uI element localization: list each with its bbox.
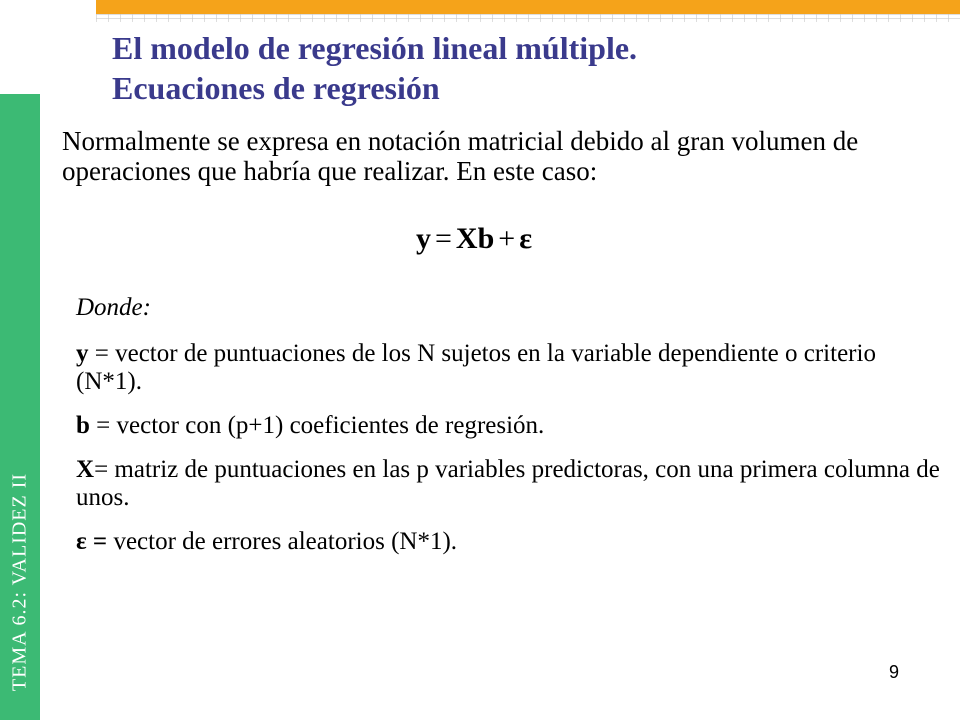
- slide-title: [112, 28, 637, 108]
- slide-title-line2: Ecuaciones de regresión: [112, 70, 440, 106]
- definition-epsilon-text: vector de errores aleatorios (N*1).: [107, 528, 458, 555]
- definition-y-symbol: y: [76, 340, 89, 367]
- equation-equals: =: [435, 222, 452, 255]
- equation-plus: +: [498, 222, 516, 255]
- donde-label: Donde:: [76, 294, 151, 321]
- side-section-label: TEMA 6.2: VALIDEZ II: [8, 472, 31, 692]
- intro-paragraph: Normalmente se expresa en notación matricial debido al gran volumen de operaciones que habría que realizar. En este caso:: [62, 126, 859, 186]
- slide-title-line1: El modelo de regresión lineal múltiple.: [112, 30, 638, 66]
- definition-x: [76, 456, 946, 512]
- definition-epsilon: [76, 528, 946, 556]
- definition-y-text: = vector de puntuaciones de los N sujetos en la variable dependiente o criterio (N*1).: [76, 340, 876, 395]
- top-accent-bar: [96, 0, 960, 14]
- definitions-block: [76, 294, 946, 572]
- definition-epsilon-symbol: ε =: [76, 528, 108, 555]
- page-number: 9: [889, 662, 900, 682]
- definition-b: [76, 412, 946, 440]
- top-grid-decoration: [96, 14, 960, 22]
- definition-y: [76, 340, 946, 396]
- regression-equation: [416, 222, 532, 256]
- definition-x-text: = matriz de puntuaciones en las p variables predictoras, con una primera columna de unos.: [76, 456, 940, 511]
- definition-b-symbol: b: [76, 412, 90, 439]
- equation-term1: Xb: [455, 222, 495, 255]
- definition-b-text: = vector con (p+1) coeficientes de regresión.: [89, 412, 545, 439]
- definition-x-symbol: X: [76, 456, 95, 483]
- equation-term2: ε: [519, 222, 533, 255]
- equation-lhs: y: [416, 222, 431, 255]
